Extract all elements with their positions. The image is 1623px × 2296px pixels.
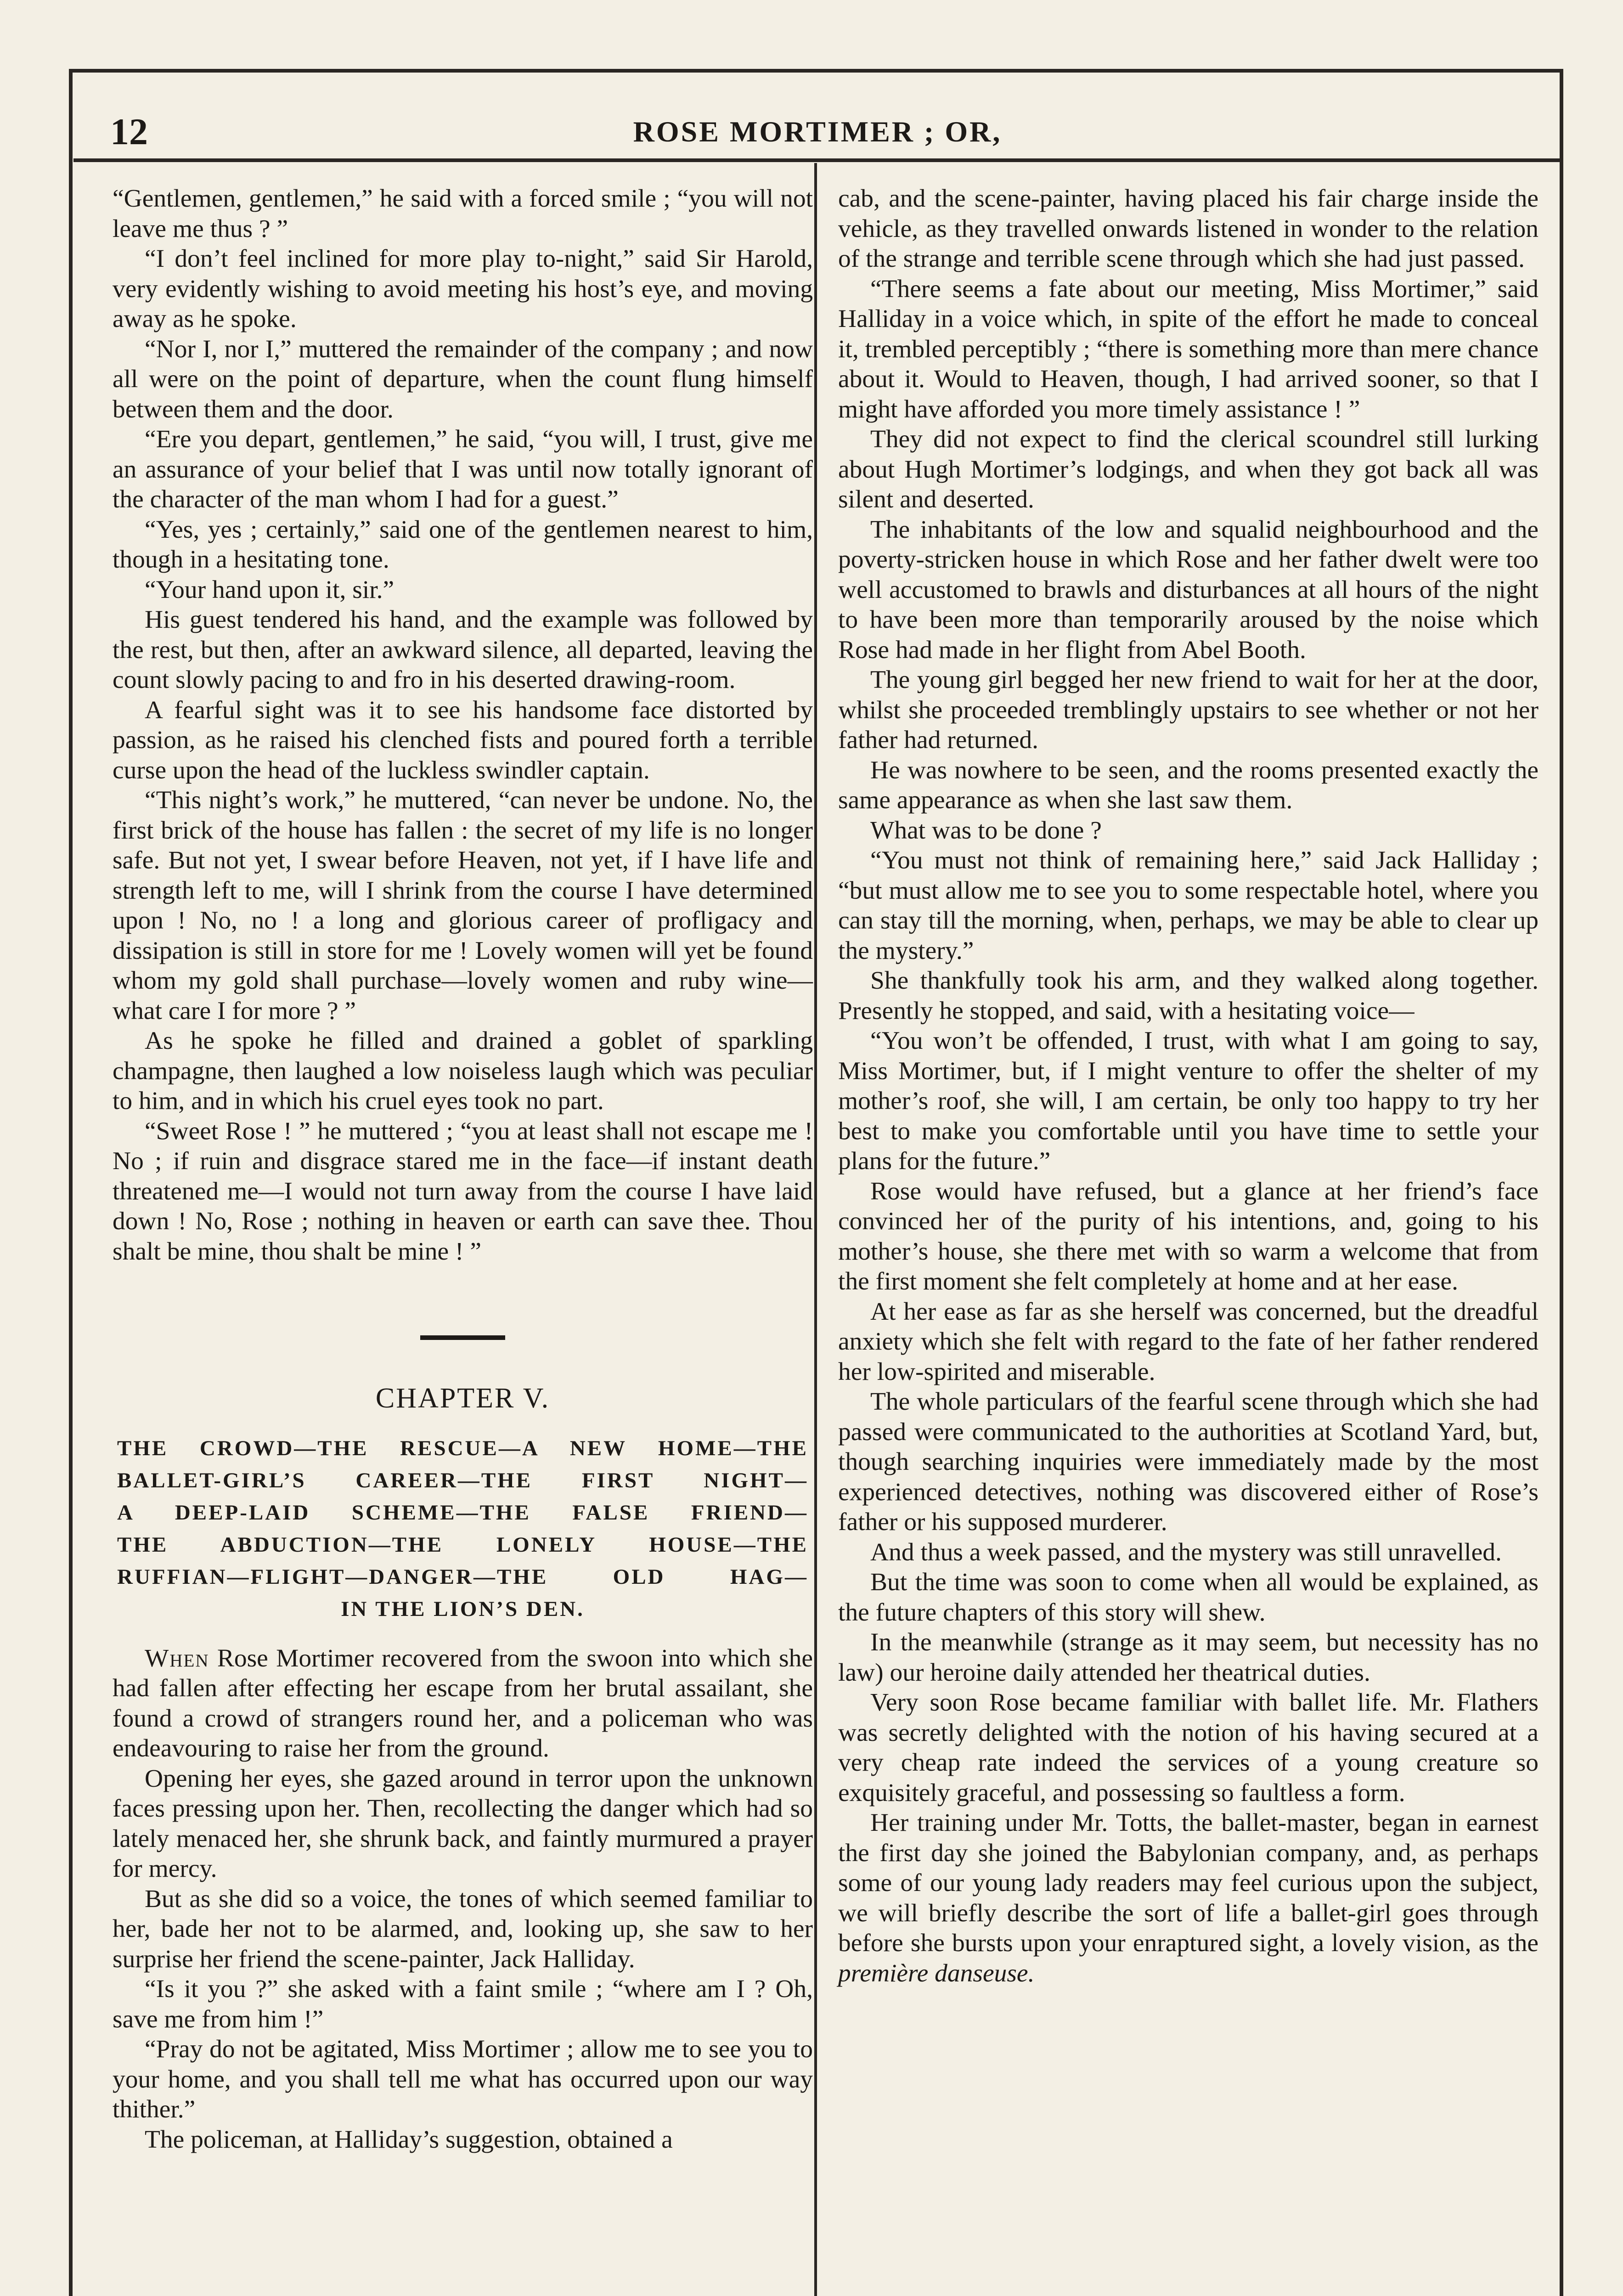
paragraph: At her ease as far as she herself was concerned, but the dreadful anxiety which she felt with regard to the fate of her father rendered her low-spirited and miserable. bbox=[838, 1297, 1538, 1386]
page-number: 12 bbox=[110, 111, 148, 152]
paragraph: “I don’t feel inclined for more play to-night,” said Sir Harold, very evidently wishing to avoid meeting his host’s eye, and moving away as he spoke. bbox=[113, 245, 813, 333]
chapter-summary-line: A DEEP-LAID SCHEME—THE FALSE FRIEND— bbox=[117, 1500, 808, 1525]
paragraph-text: Her training under Mr. Totts, the ballet-master, began in earnest the first day she joined the Babylonian company, and, as perhaps some of our young lady readers may feel curious upon the subject, we will briefly describe the sort of life a ballet-girl goes through before she bursts upon your enraptured sight, a lovely vision, as the bbox=[838, 1809, 1538, 1957]
chapter-summary-line: BALLET-GIRL’S CAREER—THE FIRST NIGHT— bbox=[117, 1468, 808, 1492]
chapter-summary-line: IN THE LION’S DEN. bbox=[341, 1597, 585, 1621]
paragraph: The policeman, at Halliday’s suggestion, obtained a bbox=[145, 2125, 673, 2154]
paragraph: A fearful sight was it to see his handsome face distorted by passion, as he raised his clenched fists and poured forth a terrible curse upon the head of the luckless swindler captain. bbox=[113, 696, 813, 784]
paragraph: He was nowhere to be seen, and the rooms presented exactly the same appearance as when she last saw them. bbox=[838, 756, 1538, 814]
paragraph: “You must not think of remaining here,” said Jack Halliday ; “but must allow me to see you to some respectable hotel, where you can stay till the morning, when, perhaps, we may be able to clear up the mystery.” bbox=[838, 846, 1538, 965]
chapter-opening-paragraph bbox=[113, 1643, 813, 1764]
paragraph: But as she did so a voice, the tones of which seemed familiar to her, bade her not to be alarmed, and, looking up, she saw to her surprise her friend the scene-painter, Jack Halliday. bbox=[113, 1885, 813, 1973]
running-head: ROSE MORTIMER ; OR, bbox=[633, 115, 1002, 148]
paragraph: And thus a week passed, and the mystery was still unravelled. bbox=[870, 1538, 1502, 1566]
chapter-summary-line: RUFFIAN—FLIGHT—DANGER—THE OLD HAG— bbox=[117, 1564, 808, 1589]
chapter-summary-line: THE ABDUCTION—THE LONELY HOUSE—THE bbox=[117, 1532, 808, 1557]
paragraph: The young girl begged her new friend to wait for her at the door, whilst she proceeded tremblingly upstairs to see whether or not her father had returned. bbox=[838, 666, 1538, 754]
paragraph: “Nor I, nor I,” muttered the remainder of the company ; and now all were on the point of departure, when the count flung himself between them and the door. bbox=[113, 335, 813, 423]
header-rule bbox=[73, 158, 1561, 162]
paragraph: In the meanwhile (strange as it may seem, but necessity has no law) our heroine daily attended her theatrical duties. bbox=[838, 1628, 1538, 1687]
paragraph: The inhabitants of the low and squalid neighbourhood and the poverty-stricken house in which Rose and her father dwelt were too well accustomed to brawls and disturbances at all hours of the night to have been more than temporarily aroused by the noise which Rose had made in her flight from Abel Booth. bbox=[838, 515, 1538, 664]
paragraph bbox=[838, 1808, 1538, 1988]
paragraph: “Your hand upon it, sir.” bbox=[145, 575, 394, 604]
paragraph: What was to be done ? bbox=[870, 816, 1102, 844]
paragraph: “Ere you depart, gentlemen,” he said, “you will, I trust, give me an assurance of your belief that I was until now totally ignorant of the character of the man whom I had for a guest.” bbox=[113, 425, 813, 513]
paragraph: “Is it you ?” she asked with a faint smile ; “where am I ? Oh, save me from him !” bbox=[113, 1975, 813, 2033]
paragraph: “Yes, yes ; certainly,” said one of the gentlemen nearest to him, though in a hesitating tone. bbox=[113, 515, 813, 574]
paragraph: “Pray do not be agitated, Miss Mortimer ; allow me to see you to your home, and you shall tell me what has occurred upon our way thither.” bbox=[113, 2035, 813, 2123]
opening-word: When bbox=[145, 1644, 209, 1672]
paragraph: Very soon Rose became familiar with ballet life. Mr. Flathers was secretly delighted with the notion of his having secured at a very cheap rate indeed the services of a young creature so exquisitely graceful, and possessing so faultless a form. bbox=[838, 1688, 1538, 1807]
paragraph: “You won’t be offended, I trust, with what I am going to say, Miss Mortimer, but, if I might venture to offer the shelter of my mother’s roof, she will, I am certain, be only too happy to try her best to make you comfortable until you have time to settle your plans for the future.” bbox=[838, 1027, 1538, 1175]
left-column bbox=[113, 184, 813, 2155]
paragraph: But the time was soon to come when all would be explained, as the future chapters of this story will shew. bbox=[838, 1568, 1538, 1626]
paragraph: “This night’s work,” he muttered, “can never be undone. No, the first brick of the house has fallen : the secret of my life is no longer safe. But not yet, I swear before Heaven, not yet, if I have life and strength left to me, will I shrink from the course I have determined upon ! No, no ! a long and glorious career of profligacy and dissipation is still in store for me ! Lovely women will yet be found whom my gold shall purchase—lovely women and ruby wine—what care I for more ? ” bbox=[113, 786, 813, 1025]
chapter-separator bbox=[420, 1335, 505, 1340]
paragraph: “There seems a fate about our meeting, Miss Mortimer,” said Halliday in a voice which, in spite of the effort he made to conceal it, trembled perceptibly ; “there is something more than mere chance about it. Would to Heaven, though, I had arrived sooner, so that I might have afforded you more timely assistance ! ” bbox=[838, 275, 1538, 423]
right-column bbox=[838, 184, 1538, 1988]
paragraph: “Sweet Rose ! ” he muttered ; “you at least shall not escape me ! No ; if ruin and disgrace stared me in the face—if instant death threatened me—I would not turn away from the course I have laid down ! No, Rose ; nothing in heaven or earth can save thee. Thou shalt be mine, thou shalt be mine ! ” bbox=[113, 1117, 813, 1266]
paragraph: Opening her eyes, she gazed around in terror upon the unknown faces pressing upon her. Then, recollecting the danger which had so lately menaced her, she shrunk back, and faintly murmured a prayer for mercy. bbox=[113, 1764, 813, 1883]
paragraph: Rose would have refused, but a glance at her friend’s face convinced her of the purity of his intentions, and, going to his mother’s house, she there met with so warm a welcome that from the first moment she felt completely at home and at her ease. bbox=[838, 1177, 1538, 1295]
chapter-summary bbox=[113, 1432, 813, 1625]
opening-text: Rose Mortimer recovered from the swoon into which she had fallen after effecting her escape from her brutal assailant, she found a crowd of strangers round her, and a policeman who was endeavouring to raise her from the ground. bbox=[113, 1644, 813, 1762]
paragraph: She thankfully took his arm, and they walked along together. Presently he stopped, and said, with a hesitating voice— bbox=[838, 967, 1538, 1025]
chapter-summary-line: THE CROWD—THE RESCUE—A NEW HOME—THE bbox=[117, 1436, 808, 1460]
column-rule bbox=[814, 163, 817, 2296]
chapter-title: CHAPTER V. bbox=[375, 1383, 550, 1414]
page-header bbox=[110, 92, 1525, 161]
paragraph: cab, and the scene-painter, having placed his fair charge inside the vehicle, as they travelled onwards listened in wonder to the relation of the strange and terrible scene through which she had just passed. bbox=[838, 185, 1538, 273]
paragraph: “Gentlemen, gentlemen,” he said with a forced smile ; “you will not leave me thus ? ” bbox=[113, 185, 813, 243]
italic-phrase: première danseuse. bbox=[838, 1959, 1035, 1987]
paragraph: The whole particulars of the fearful scene through which she had passed were communicated to the authorities at Scotland Yard, but, though searching inquiries were immediately made by the most experienced detectives, nothing was discovered either of Rose’s father or his supposed murderer. bbox=[838, 1388, 1538, 1536]
paragraph: They did not expect to find the clerical scoundrel still lurking about Hugh Mortimer’s lodgings, and when they got back all was silent and deserted. bbox=[838, 425, 1538, 513]
paragraph: His guest tendered his hand, and the example was followed by the rest, but then, after an awkward silence, all departed, leaving the count slowly pacing to and fro in his deserted drawing-room. bbox=[113, 606, 813, 694]
paragraph: As he spoke he filled and drained a goblet of sparkling champagne, then laughed a low noiseless laugh which was peculiar to him, and in which his cruel eyes took no part. bbox=[113, 1027, 813, 1115]
